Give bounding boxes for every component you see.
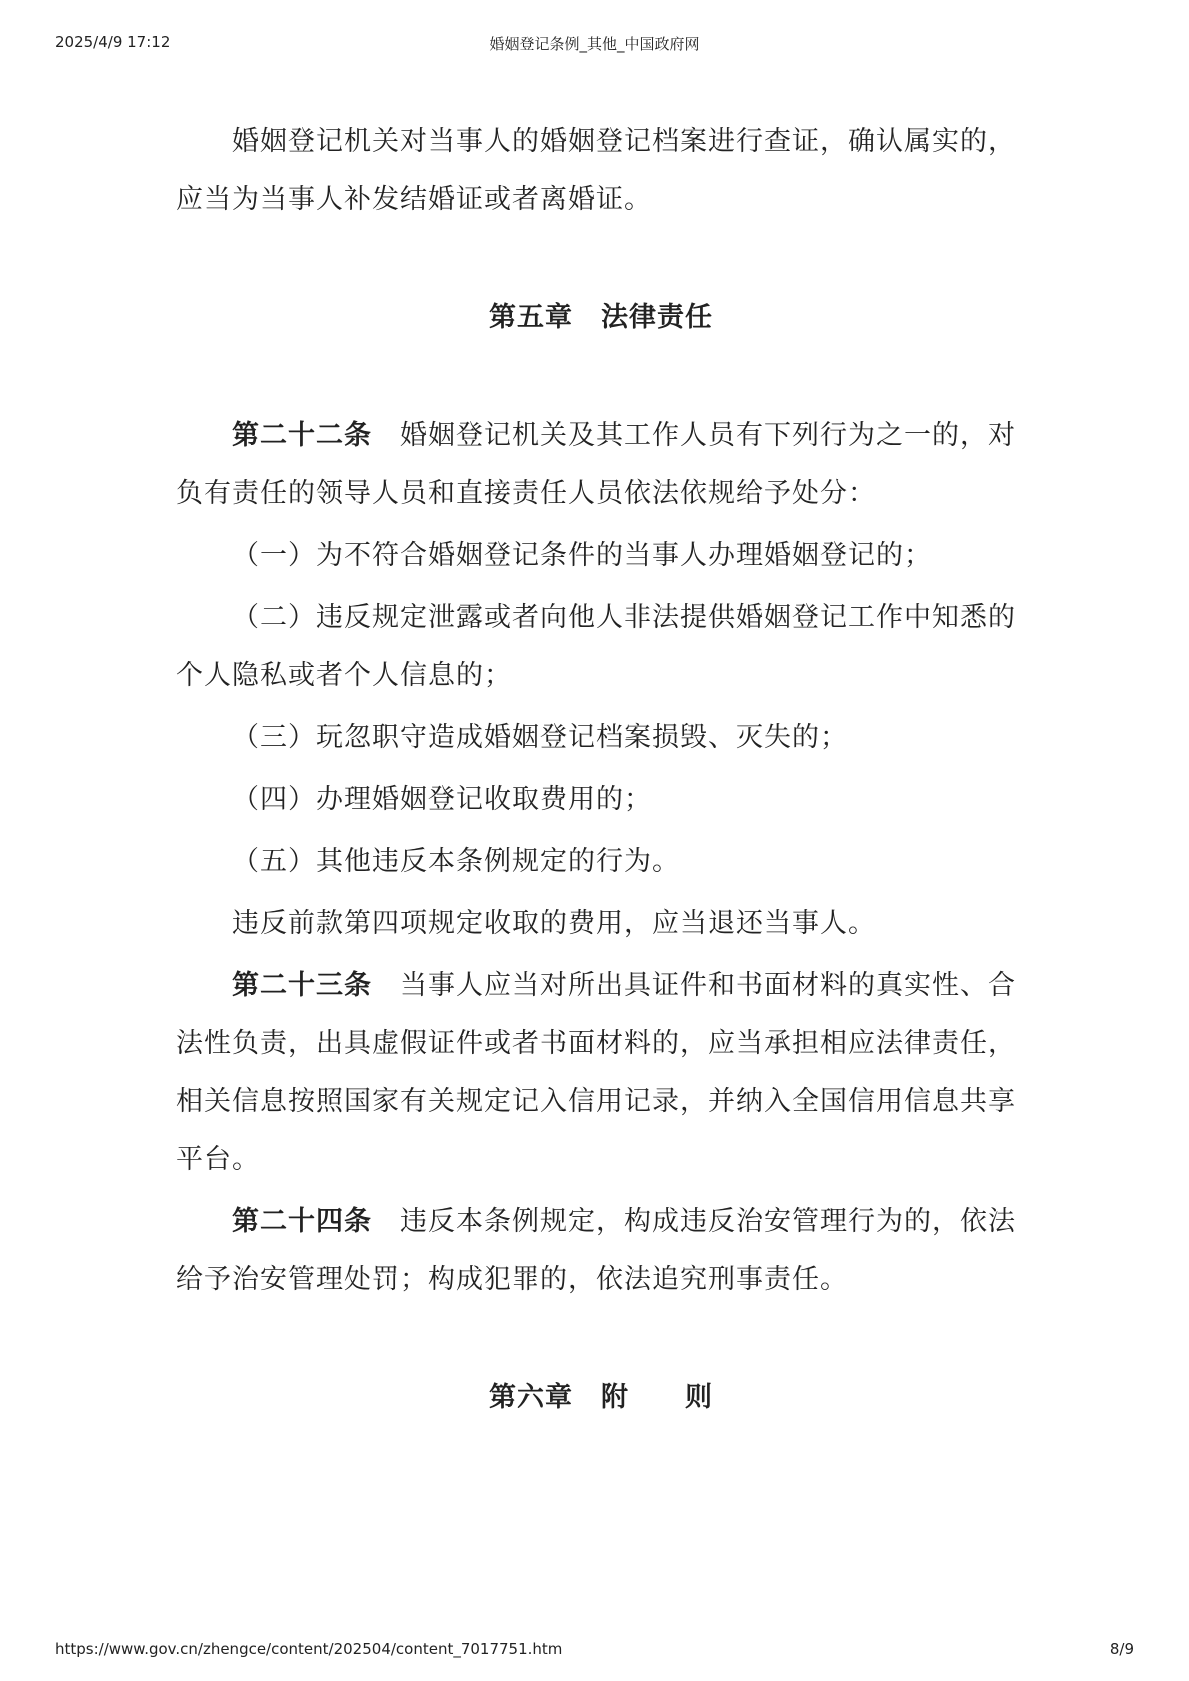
article-22 [176,407,1026,523]
article-24-text: 违反本条例规定，构成违反治安管理行为的，依法给予治安管理处罚；构成犯罪的，依法追究刑事责任。 [176,1206,1016,1295]
article-23-text: 当事人应当对所出具证件和书面材料的真实性、合法性负责，出具虚假证件或者书面材料的，应当承担相应法律责任，相关信息按照国家有关规定记入信用记录，并纳入全国信用信息共享平台。 [176,970,1016,1175]
print-footer [55,1640,1134,1660]
chapter-six-title: 附 则 [601,1382,713,1413]
article-22-tail: 违反前款第四项规定收取的费用，应当退还当事人。 [232,908,876,939]
article-22-item-2: （二）违反规定泄露或者向他人非法提供婚姻登记工作中知悉的个人隐私或者个人信息的； [176,602,1016,691]
article-22-item-5: （五）其他违反本条例规定的行为。 [232,846,680,877]
article-22-item-1: （一）为不符合婚姻登记条件的当事人办理婚姻登记的； [232,540,932,571]
document-body [176,113,1026,1427]
page-number: 8/9 [1109,1640,1134,1658]
article-24 [176,1193,1026,1309]
paragraph-continued: 婚姻登记机关对当事人的婚姻登记档案进行查证，确认属实的，应当为当事人补发结婚证或者离婚证。 [176,126,1016,215]
print-datetime: 2025/4/9 17:12 [55,33,171,51]
page-url[interactable]: https://www.gov.cn/zhengce/content/202504/content_7017751.htm [55,1640,563,1658]
chapter-five-title: 法律责任 [601,302,713,333]
print-page-title: 婚姻登记条例_其他_中国政府网 [489,35,700,53]
article-22-item-3: （三）玩忽职守造成婚姻登记档案损毁、灭失的； [232,722,848,753]
article-23 [176,957,1026,1189]
chapter-six-number: 第六章 [489,1382,573,1413]
article-22-item-4: （四）办理婚姻登记收取费用的； [232,784,652,815]
article-22-text: 婚姻登记机关及其工作人员有下列行为之一的，对负有责任的领导人员和直接责任人员依法依规给予处分： [176,420,1016,509]
chapter-six-heading [176,1369,1026,1427]
article-22-label: 第二十二条 [232,420,372,451]
chapter-five-heading [176,289,1026,347]
article-24-label: 第二十四条 [232,1206,372,1237]
article-23-label: 第二十三条 [232,970,372,1001]
print-header [55,33,1134,53]
chapter-five-number: 第五章 [489,302,573,333]
